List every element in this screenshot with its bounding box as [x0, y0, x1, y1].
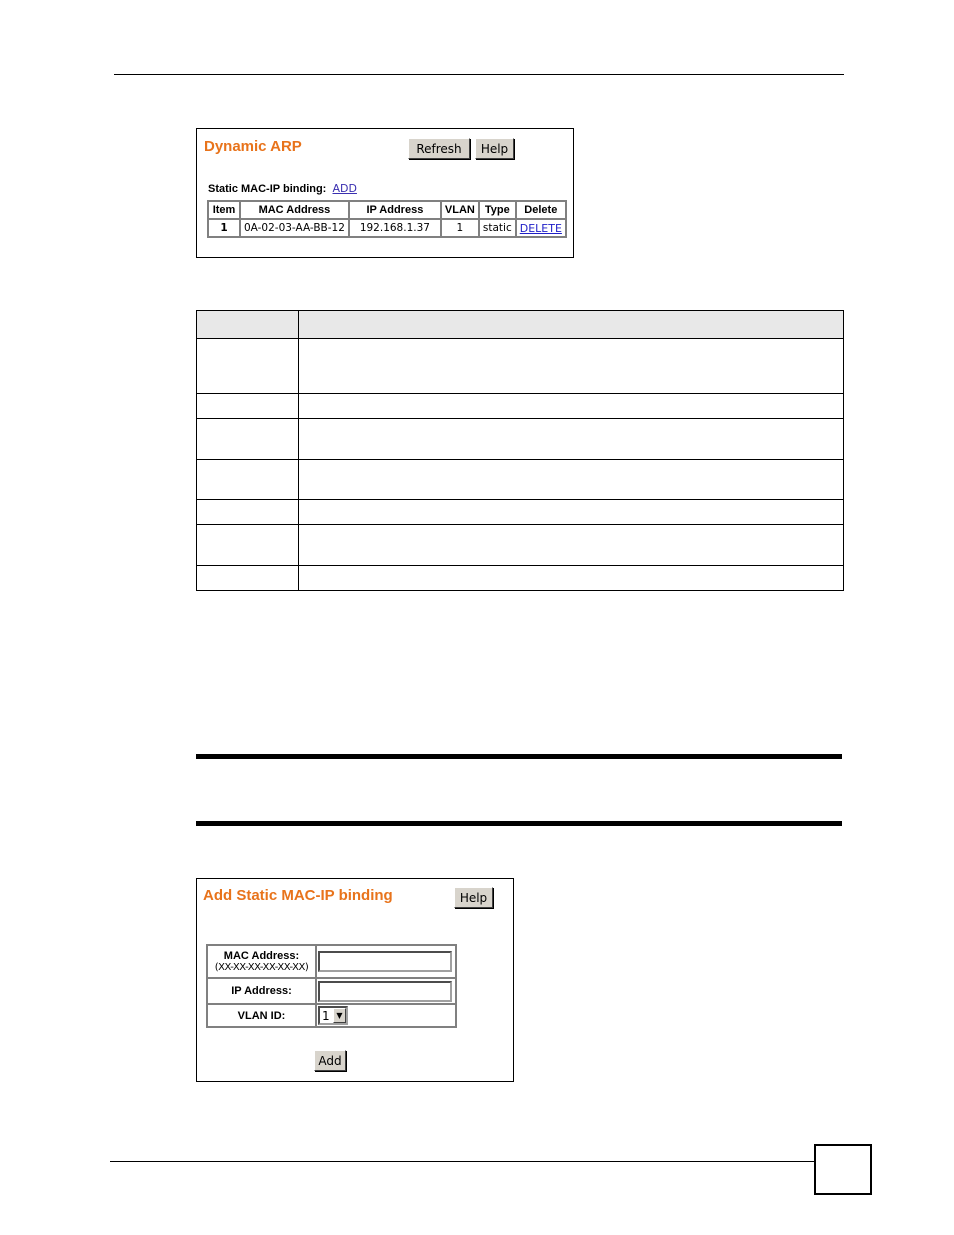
add-button[interactable]: Add [314, 1050, 346, 1071]
static-binding-text: Static MAC-IP binding: [208, 183, 327, 195]
chevron-down-icon[interactable]: ▼ [333, 1008, 346, 1023]
col-vlan: VLAN [441, 201, 479, 219]
panel-title: Add Static MAC-IP binding [203, 887, 393, 904]
arp-table [207, 200, 567, 238]
col-delete: Delete [516, 201, 566, 219]
static-binding-label [208, 182, 357, 195]
mac-row [207, 945, 456, 978]
cell-item: 1 [208, 219, 240, 237]
table-row [197, 565, 843, 590]
cell-mac: 0A-02-03-AA-BB-12 [240, 219, 349, 237]
vlan-id-value: 1 [322, 1008, 330, 1023]
ip-input-cell [316, 978, 456, 1004]
table-row [197, 418, 843, 459]
note-rule-top [196, 754, 842, 759]
panel-title: Dynamic ARP [204, 138, 302, 155]
col-ip-address: IP Address [349, 201, 441, 219]
dynamic-arp-panel [196, 128, 574, 258]
description-table-header [197, 310, 843, 338]
description-table [196, 310, 844, 591]
col-item: Item [208, 201, 240, 219]
table-row [197, 499, 843, 524]
ip-label: IP Address: [207, 978, 316, 1004]
vlan-id-select[interactable] [318, 1006, 348, 1025]
vlan-row [207, 1004, 456, 1027]
help-button[interactable]: Help [454, 887, 493, 908]
note-rule-bottom [196, 821, 842, 826]
refresh-button[interactable]: Refresh [408, 138, 470, 159]
table-row [197, 393, 843, 418]
delete-link[interactable]: DELETE [519, 221, 562, 235]
ip-row [207, 978, 456, 1004]
footer-rule [110, 1161, 815, 1162]
cell-ip: 192.168.1.37 [349, 219, 441, 237]
vlan-label: VLAN ID: [207, 1004, 316, 1027]
header-rule [114, 74, 844, 75]
table-row [197, 459, 843, 499]
table-row [197, 338, 843, 393]
ip-address-input[interactable] [318, 981, 452, 1002]
add-binding-panel [196, 878, 514, 1082]
page-number-box [814, 1144, 872, 1195]
column-divider [298, 310, 299, 590]
col-type: Type [479, 201, 516, 219]
table-row [197, 524, 843, 565]
binding-form [206, 944, 457, 1028]
table-header-row [208, 201, 566, 219]
cell-delete [516, 219, 566, 237]
mac-label-cell [207, 945, 316, 978]
mac-label: MAC Address: [223, 949, 300, 962]
mac-input-cell [316, 945, 456, 978]
mac-address-input[interactable] [318, 951, 452, 972]
cell-type: static [479, 219, 516, 237]
cell-vlan: 1 [441, 219, 479, 237]
add-link[interactable]: ADD [332, 182, 357, 195]
help-button[interactable]: Help [475, 138, 514, 159]
table-row [208, 219, 566, 237]
vlan-select-cell [316, 1004, 456, 1027]
mac-format-hint: (XX-XX-XX-XX-XX-XX) [214, 961, 309, 973]
col-mac-address: MAC Address [240, 201, 349, 219]
